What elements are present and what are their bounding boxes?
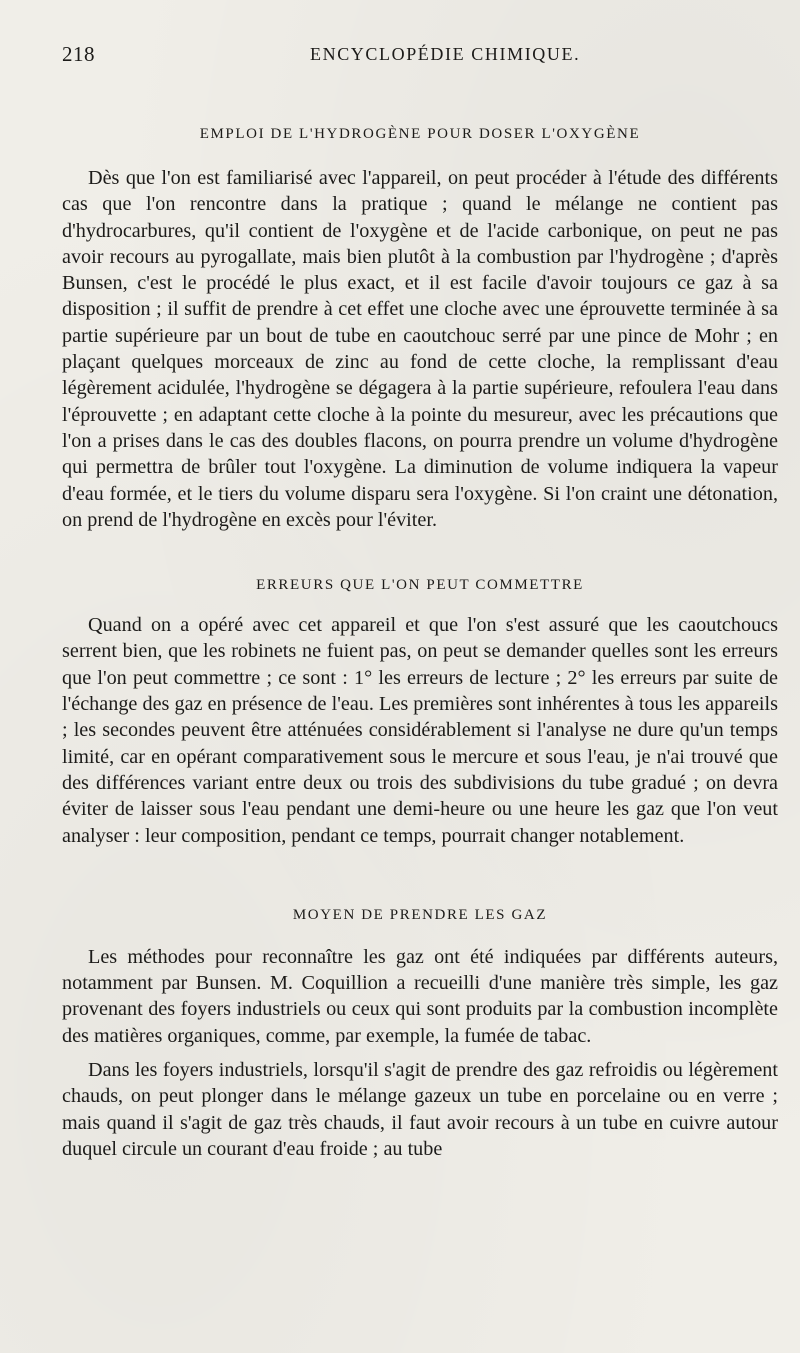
- section-heading-moyen: MOYEN DE PRENDRE LES GAZ: [292, 906, 548, 923]
- running-title: ENCYCLOPÉDIE CHIMIQUE.: [310, 44, 581, 64]
- paragraph-moyen-1: Les méthodes pour reconnaître les gaz ont été indiquées par différents auteurs, notamment par Bunsen. M. Coquillion a recueilli d'une manière très simple, les gaz provenant des foyers industriels ou ceux qui sont produits par la combustion incomplète des matières organiques, comme, par exemple, la fumée de tabac.: [62, 945, 778, 1047]
- page-body: [62, 118, 778, 1162]
- page-header: [62, 42, 782, 72]
- section-heading-erreurs: ERREURS QUE L'ON PEUT COMMETTRE: [256, 577, 584, 594]
- paragraph-hydrogene: Dès que l'on est familiarisé avec l'appareil, on peut procéder à l'étude des différents cas que l'on rencontre dans la pratique ; quand le mélange ne contient pas d'hydrocarbures, qu'il contient de l'oxygène et de l'acide carbonique, on peut ne pas avoir recours au pyrogallate, mais bien plutôt à la combustion par l'hydrogène ; d'après Bunsen, c'est le procédé le plus exact, et il est facile d'avoir toujours ce gaz à sa disposition ; il suffit de prendre à cet effet une cloche avec une éprouvette terminée à sa partie supérieure par un bout de tube en caoutchouc serré par une pince de Mohr ; en plaçant quelques morceaux de zinc au fond de cette cloche, la remplissant d'eau légèrement acidulée, l'hydrogène se dégagera à la partie supérieure, refoulera l'eau dans l'éprouvette ; en adaptant cette cloche à la pointe du mesureur, avec les précautions que l'on a prises dans le cas des doubles flacons, on pourra prendre un volume d'hydrogène qui permettra de brûler tout l'oxygène. La diminution de volume indiquera la vapeur d'eau formée, et le tiers du volume disparu sera l'oxygène. Si l'on craint une détonation, on prend de l'hydrogène en excès pour l'éviter.: [62, 167, 778, 531]
- paragraph-erreurs: Quand on a opéré avec cet appareil et que l'on s'est assuré que les caoutchoucs serrent bien, que les robinets ne fuient pas, on peut se demander quelles sont les erreurs que l'on peut commettre ; ce sont : 1° les erreurs de lecture ; 2° les erreurs par suite de l'échange des gaz en présence de l'eau. Les premières sont inhérentes à tous les appareils ; les secondes peuvent être atténuées considérablement si l'analyse ne dure qu'un temps limité, car en opérant comparativement sous le mercure et sous l'eau, je n'ai trouvé que des différences variant entre deux ou trois des subdivisions du tube gradué ; on devra éviter de laisser sous l'eau pendant une demi-heure ou une heure les gaz que l'on veut analyser : leur composition, pendant ce temps, pourrait changer notablement.: [62, 614, 778, 847]
- page-number: 218: [62, 42, 95, 66]
- paragraph-moyen-2: Dans les foyers industriels, lorsqu'il s'agit de prendre des gaz refroidis ou légèrement chauds, on peut plonger dans le mélange gazeux un tube en porcelaine ou en verre ; mais quand il s'agit de gaz très chauds, il faut avoir recours à un tube en cuivre autour duquel circule un courant d'eau froide ; au tube: [62, 1059, 778, 1160]
- section-heading-hydrogene: EMPLOI DE L'HYDROGÈNE POUR DOSER L'OXYGÈNE: [199, 126, 641, 142]
